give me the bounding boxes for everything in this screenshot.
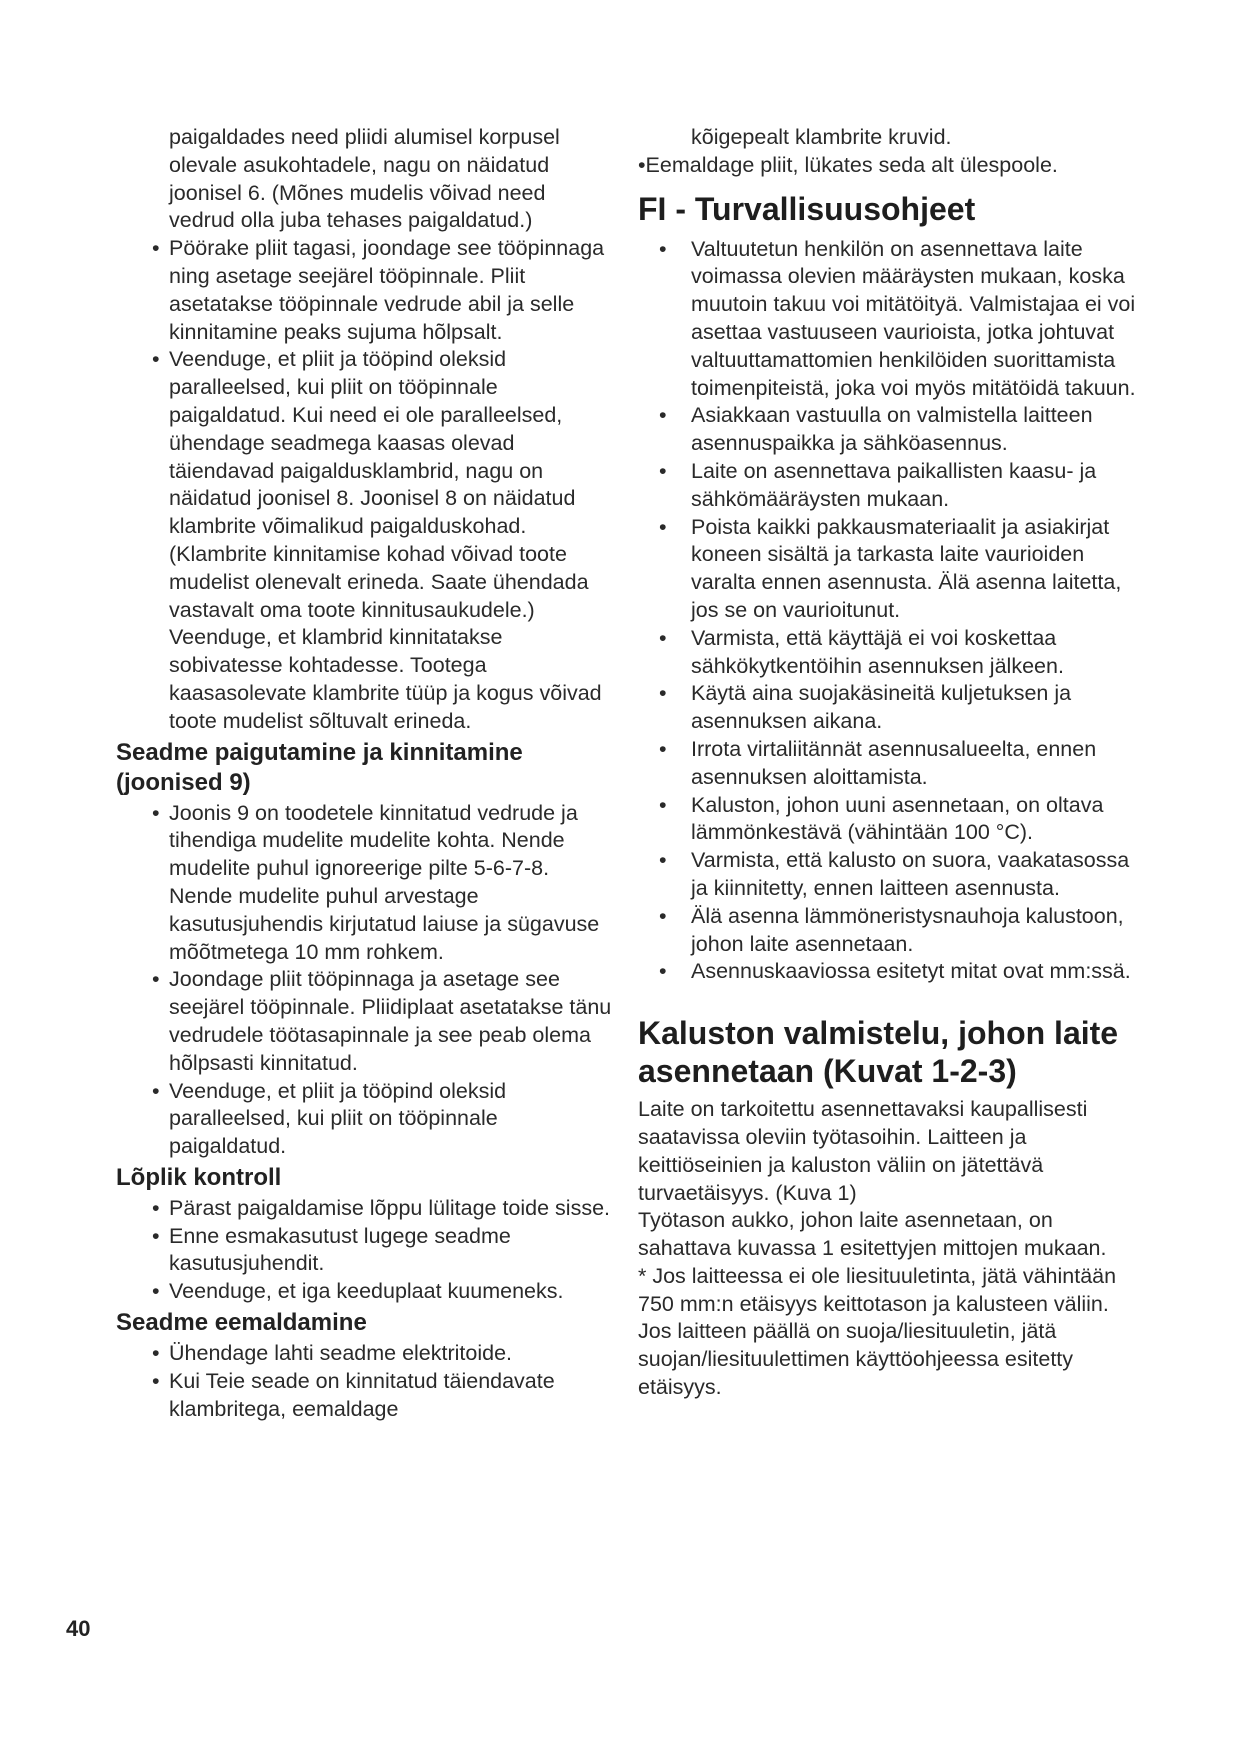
bullet-icon: • bbox=[659, 959, 667, 984]
paragraph: Jos laitteen päällä on suoja/liesituuletin, jätä suojan/liesituulettimen käyttöohjeessa esitetty etäisyys. bbox=[638, 1319, 1074, 1400]
intro-continuation: paigaldades need pliidi alumisel korpusel olevale asukohtadele, nagu on näidatud joonisel 6. (Mõnes mudelis võivad need vedrud olla juba tehases paigaldatud.) bbox=[169, 125, 560, 233]
paragraph: * Jos laitteessa ei ole liesituuletinta, jätä vähintään 750 mm:n etäisyys keittotason ja kalusteen väliin. bbox=[638, 1263, 1117, 1316]
section-heading-final-check: Lõplik kontroll bbox=[116, 1163, 282, 1191]
intro-bullet-list bbox=[116, 235, 616, 735]
paragraph: Laite on tarkoitettu asennettavaksi kaupallisesti saatavissa oleviin työtasoihin. Laitteen ja keittiöseinien ja kaluston väliin on jätettävä turvaetäisyys. (Kuva 1) bbox=[638, 1097, 1088, 1205]
list-item: • Laite on asennettava paikallisten kaasu- ja sähkömääräysten mukaan. bbox=[659, 458, 1097, 511]
list-item: • Varmista, että käyttäjä ei voi koskettaa sähkökytkentöihin asennuksen jälkeen. bbox=[659, 625, 1064, 678]
list-item: • Asennuskaaviossa esitetyt mitat ovat mm:ssä. bbox=[638, 958, 1138, 986]
bullet-icon: • bbox=[152, 347, 160, 372]
bullet-icon: • bbox=[152, 967, 160, 992]
bullet-icon: • bbox=[659, 236, 667, 261]
list-item: • Asiakkaan vastuulla on valmistella laitteen asennuspaikka ja sähköasennus. bbox=[659, 403, 1093, 456]
list-item: • Ühendage lahti seadme elektritoide. bbox=[116, 1340, 616, 1368]
paragraph: Työtason aukko, johon laite asennetaan, on sahattava kuvassa 1 esitettyjen mittojen mukaan. bbox=[638, 1208, 1107, 1261]
list-item: • Pärast paigaldamise lõppu lülitage toide sisse. bbox=[116, 1195, 616, 1223]
removal-continuation: kõigepealt klambrite kruvid. bbox=[691, 125, 952, 149]
furniture-preparation-heading: Kaluston valmistelu, johon laite asennetaan (Kuvat 1-2-3) bbox=[638, 1015, 1119, 1090]
final-check-bullet-list bbox=[116, 1195, 616, 1306]
list-item: • Veenduge, et pliit ja tööpind oleksid paralleelsed, kui pliit on tööpinnale paigaldatud. bbox=[152, 1078, 507, 1159]
bullet-icon: • bbox=[152, 1368, 160, 1393]
bullet-icon: • bbox=[152, 1195, 160, 1220]
bullet-icon: • bbox=[659, 403, 667, 428]
list-item: • Joondage pliit tööpinnaga ja asetage see seejärel tööpinnale. Pliidiplaat asetatakse tänu vedrudele töötasapinnale ja see peab olema hõlpsasti kinnitatud. bbox=[152, 967, 612, 1075]
bullet-icon: • bbox=[152, 1341, 160, 1366]
fi-safety-bullet-list bbox=[638, 236, 1138, 987]
furniture-preparation-text bbox=[638, 1096, 1138, 1402]
section-heading-removal: Seadme eemaldamine bbox=[116, 1309, 367, 1337]
list-item: • Pöörake pliit tagasi, joondage see tööpinnaga ning asetage seejärel tööpinnale. Pliit asetatakse tööpinnale vedrude abil ja selle kinnitamine peaks sujuma hõlpsalt. bbox=[152, 236, 605, 344]
left-column bbox=[116, 124, 616, 1423]
list-item: • Veenduge, et iga keeduplaat kuumeneks. bbox=[116, 1278, 616, 1306]
remove-hob-step: •Eemaldage pliit, lükates seda alt ülespoole. bbox=[638, 152, 1058, 177]
bullet-icon: • bbox=[659, 625, 667, 650]
bullet-icon: • bbox=[152, 1279, 160, 1304]
bullet-icon: • bbox=[659, 903, 667, 928]
section-heading-placement: Seadme paigutamine ja kinnitamine (joonised 9) bbox=[116, 738, 523, 796]
list-item: • Joonis 9 on toodetele kinnitatud vedrude ja tihendiga mudelite mudelite kohta. Nende mudelite puhul ignoreerige pilte 5-6-7-8. Nende mudelite puhul arvestage kasutusjuhendis kirjutatud laiuse ja sügavuse mõõtmetega 10 mm rohkem. bbox=[152, 800, 600, 964]
list-item: • Älä asenna lämmöneristysnauhoja kalustoon, johon laite asennetaan. bbox=[659, 903, 1124, 956]
list-item: • Kaluston, johon uuni asennetaan, on oltava lämmönkestävä (vähintään 100 °C). bbox=[659, 792, 1104, 845]
fi-safety-heading: FI - Turvallisuusohjeet bbox=[638, 190, 976, 227]
removal-bullet-list bbox=[116, 1340, 616, 1423]
bullet-icon: • bbox=[659, 848, 667, 873]
bullet-icon: • bbox=[152, 1078, 160, 1103]
bullet-icon: • bbox=[659, 792, 667, 817]
placement-bullet-list bbox=[116, 800, 616, 1161]
list-item: • Varmista, että kalusto on suora, vaakatasossa ja kiinnitetty, ennen laitteen asennusta. bbox=[659, 848, 1130, 900]
bullet-icon: • bbox=[152, 1223, 160, 1248]
list-item: • Veenduge, et pliit ja tööpind oleksid paralleelsed, kui pliit on tööpinnale paigaldatud. Kui need ei ole paralleelsed, ühendage seadmega kaasas olevad täiendavad paigaldusklambrid, nagu on näidatud joonisel 8. Joonisel 8 on näidatud klambrite võimalikud paigalduskohad. (Klambrite kinnitamise kohad võivad toote mudelist olenevalt erineda. Saate ühendada vastavalt oma toote kinnitusaukudele.) Veenduge, et klambrid kinnitatakse sobivatesse kohtadesse. Tootega kaasasolevate klambrite tüüp ja kogus võivad toote mudelist sõltuvalt erineda. bbox=[152, 347, 602, 733]
list-item: • Enne esmakasutust lugege seadme kasutusjuhendit. bbox=[152, 1223, 511, 1276]
right-column bbox=[638, 124, 1138, 1402]
bullet-icon: • bbox=[659, 458, 667, 483]
bullet-icon: • bbox=[152, 236, 160, 261]
page-number: 40 bbox=[66, 1616, 91, 1641]
list-item: • Poista kaikki pakkausmateriaalit ja asiakirjat koneen sisältä ja tarkasta laite vaurioiden varalta ennen asennusta. Älä asenna laitetta, jos se on vaurioitunut. bbox=[659, 514, 1122, 622]
list-item: • Käytä aina suojakäsineitä kuljetuksen ja asennuksen aikana. bbox=[659, 681, 1072, 734]
list-item: • Valtuutetun henkilön on asennettava laite voimassa olevien määräysten mukaan, koska muutoin takuu voi mitätöityä. Valmistajaa ei voi asettaa vastuuseen vaurioista, jotka johtuvat valtuuttamattomien henkilöiden suorittamista toimenpiteistä, joka voi myös mitätöidä takuun. bbox=[659, 236, 1136, 400]
list-item: • Irrota virtaliitännät asennusalueelta, ennen asennuksen aloittamista. bbox=[659, 736, 1097, 789]
bullet-icon: • bbox=[659, 514, 667, 539]
list-item: • Kui Teie seade on kinnitatud täiendavate klambritega, eemaldage bbox=[152, 1368, 555, 1421]
bullet-icon: • bbox=[659, 736, 667, 761]
bullet-icon: • bbox=[152, 800, 160, 825]
bullet-icon: • bbox=[659, 681, 667, 706]
